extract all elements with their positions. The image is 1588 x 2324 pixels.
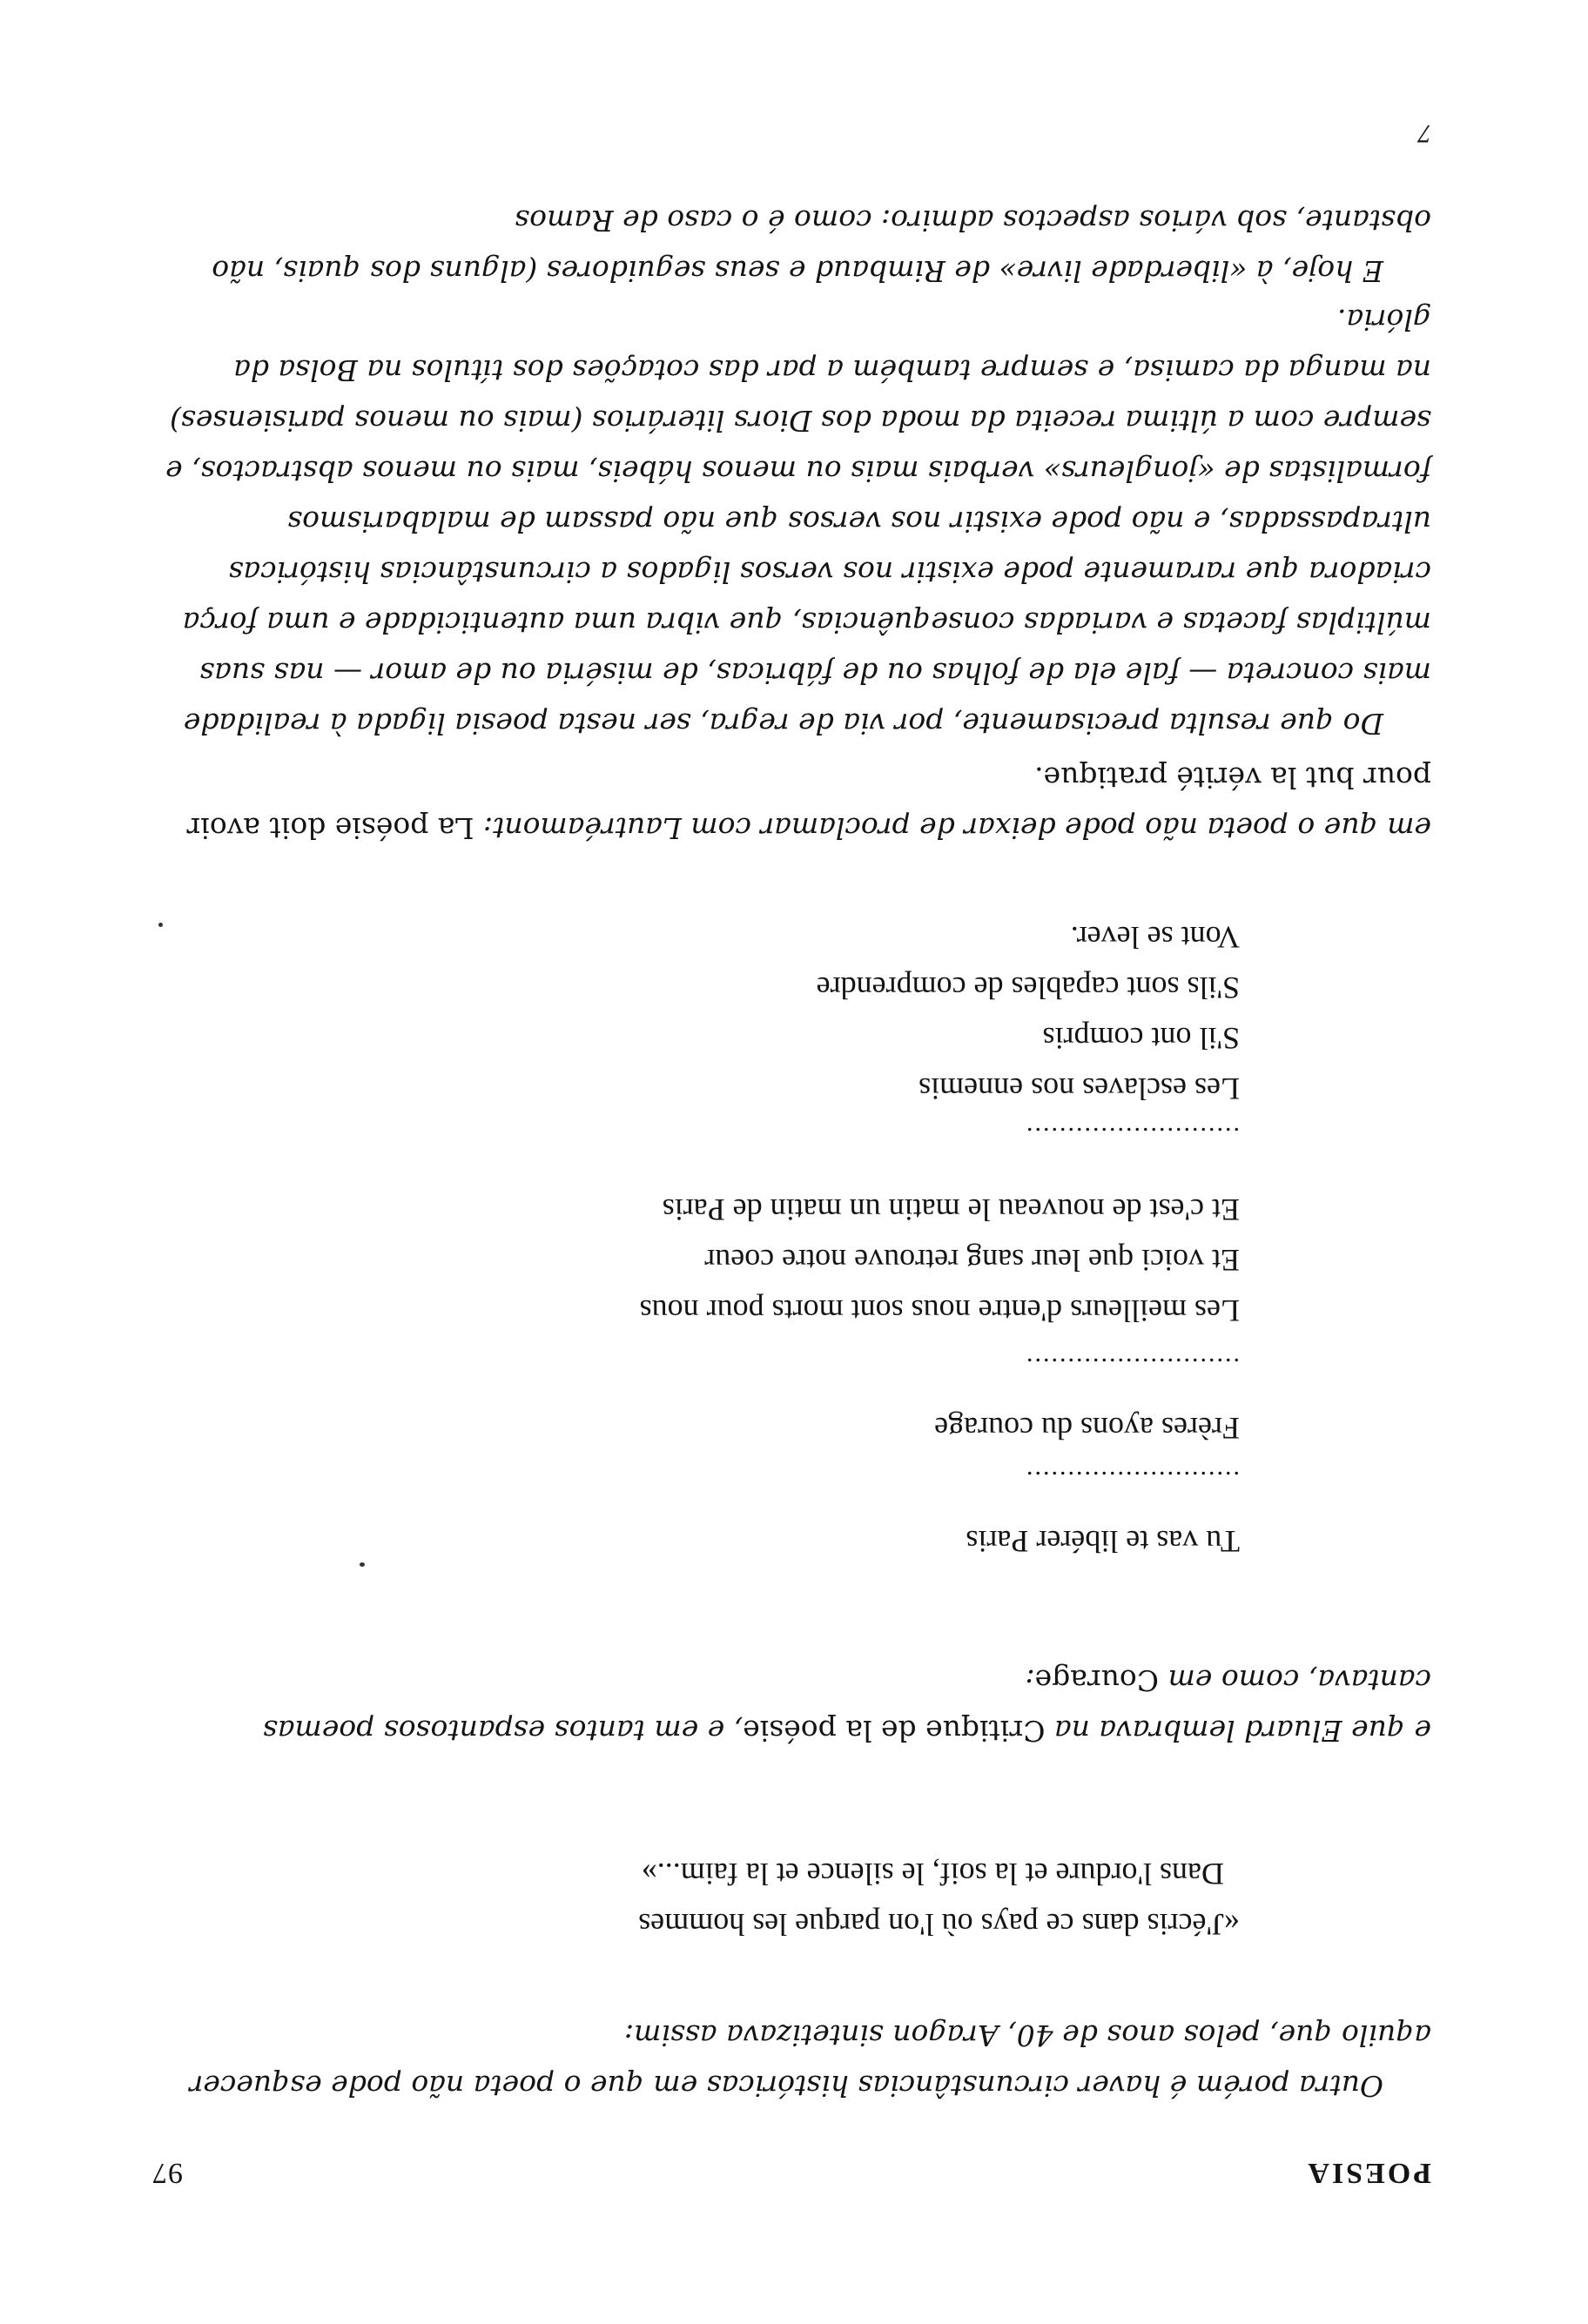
verse-line: S'ils sont capables de comprendre	[816, 971, 1240, 1005]
ellipsis-dots: ..........................	[1025, 1122, 1240, 1151]
paragraph-1: Outra porém é haver circunstâncias históricas em que o poeta não pode esquecer aquilo que, pelos anos de 40, Aragon sintetizava assim:	[189, 2018, 1431, 2103]
quote-line: «J'écris dans ce pays où l'on parque les hommes	[638, 1907, 1240, 1942]
ink-speck	[158, 923, 163, 927]
paragraph-2-title: Courage	[1034, 1663, 1160, 1697]
verse-line: Les meilleurs d'entre nous sont morts pour nous	[639, 1293, 1240, 1328]
ellipsis-dots: ..........................	[1025, 1466, 1240, 1494]
footnote-mark: 7	[1418, 119, 1431, 148]
running-head-title: POESIA	[1305, 2157, 1431, 2189]
verse-line: Tu vas te libérer Paris	[966, 1524, 1240, 1559]
verse-line: Vont se lever.	[1070, 920, 1240, 955]
paragraph-2	[151, 1655, 1431, 1756]
verse-line: Et voici que leur sang retrouve notre coeur	[704, 1243, 1240, 1278]
verse-stanza	[195, 1185, 1240, 1336]
verse-line: Frères ayons du courage	[934, 1411, 1240, 1446]
ellipsis-dots: ..........................	[1025, 1353, 1240, 1381]
quote-block-1	[195, 1849, 1240, 1950]
paragraph-5: E hoje, à «liberdade livre» de Rimbaud e seus seguidores (alguns dos quais, não obstante, sob vários aspectos admiro: como é o caso de Ramos	[212, 204, 1431, 288]
paragraph-3-quote: La poésie doit avoir pour but la vérité pratique.	[186, 761, 1431, 845]
ink-speck	[360, 1562, 365, 1567]
paragraph-2-text: , e em tantos espantosos poemas cantava, como em	[262, 1663, 1431, 1748]
paragraph-2-text: :	[1025, 1663, 1035, 1697]
paragraph-2-title: Critique de la poésie	[743, 1714, 1046, 1748]
paragraph-4: Do que resulta precisamente, por via de regra, ser nesta poesia ligada à realidade mais concreta — fale ela de folhas ou de fábricas, de miséria ou de amor — nas suas múltiplas facetas e variadas consequências, que vibra uma autenticidade e uma força criadora que raramente pode existir nos versos ligados a circunstâncias históricas ultrapassadas, e não pode existir nos versos que não passam de malabarismos formalistas de «jongleurs» verbais mais ou menos hábeis, mais ou menos abstractos, e sempre com a última receita da moda dos Diors literários (mais ou menos parisienses) na manga da camisa, e sempre também a par das cotações dos títulos na Bolsa da glória.	[165, 303, 1431, 741]
page-number: 97	[151, 2157, 183, 2189]
verse-line: S'il ont compris	[1042, 1021, 1240, 1056]
verse-line: Les esclaves nos ennemis	[918, 1071, 1240, 1106]
paragraph-3	[151, 752, 1431, 853]
verse-stanza	[195, 912, 1240, 1114]
paragraph-2-text: e que Eluard lembrava na	[1045, 1714, 1431, 1748]
paragraph-3-text: em que o poeta não pode deixar de proclamar com Lautréamont:	[474, 811, 1431, 845]
quote-line: Dans l'ordure et la soif, le silence et la faim...»	[641, 1857, 1224, 1891]
verse-line: Et c'est de nouveau le matin un matin de Paris	[662, 1192, 1240, 1227]
running-head	[151, 2156, 1431, 2189]
